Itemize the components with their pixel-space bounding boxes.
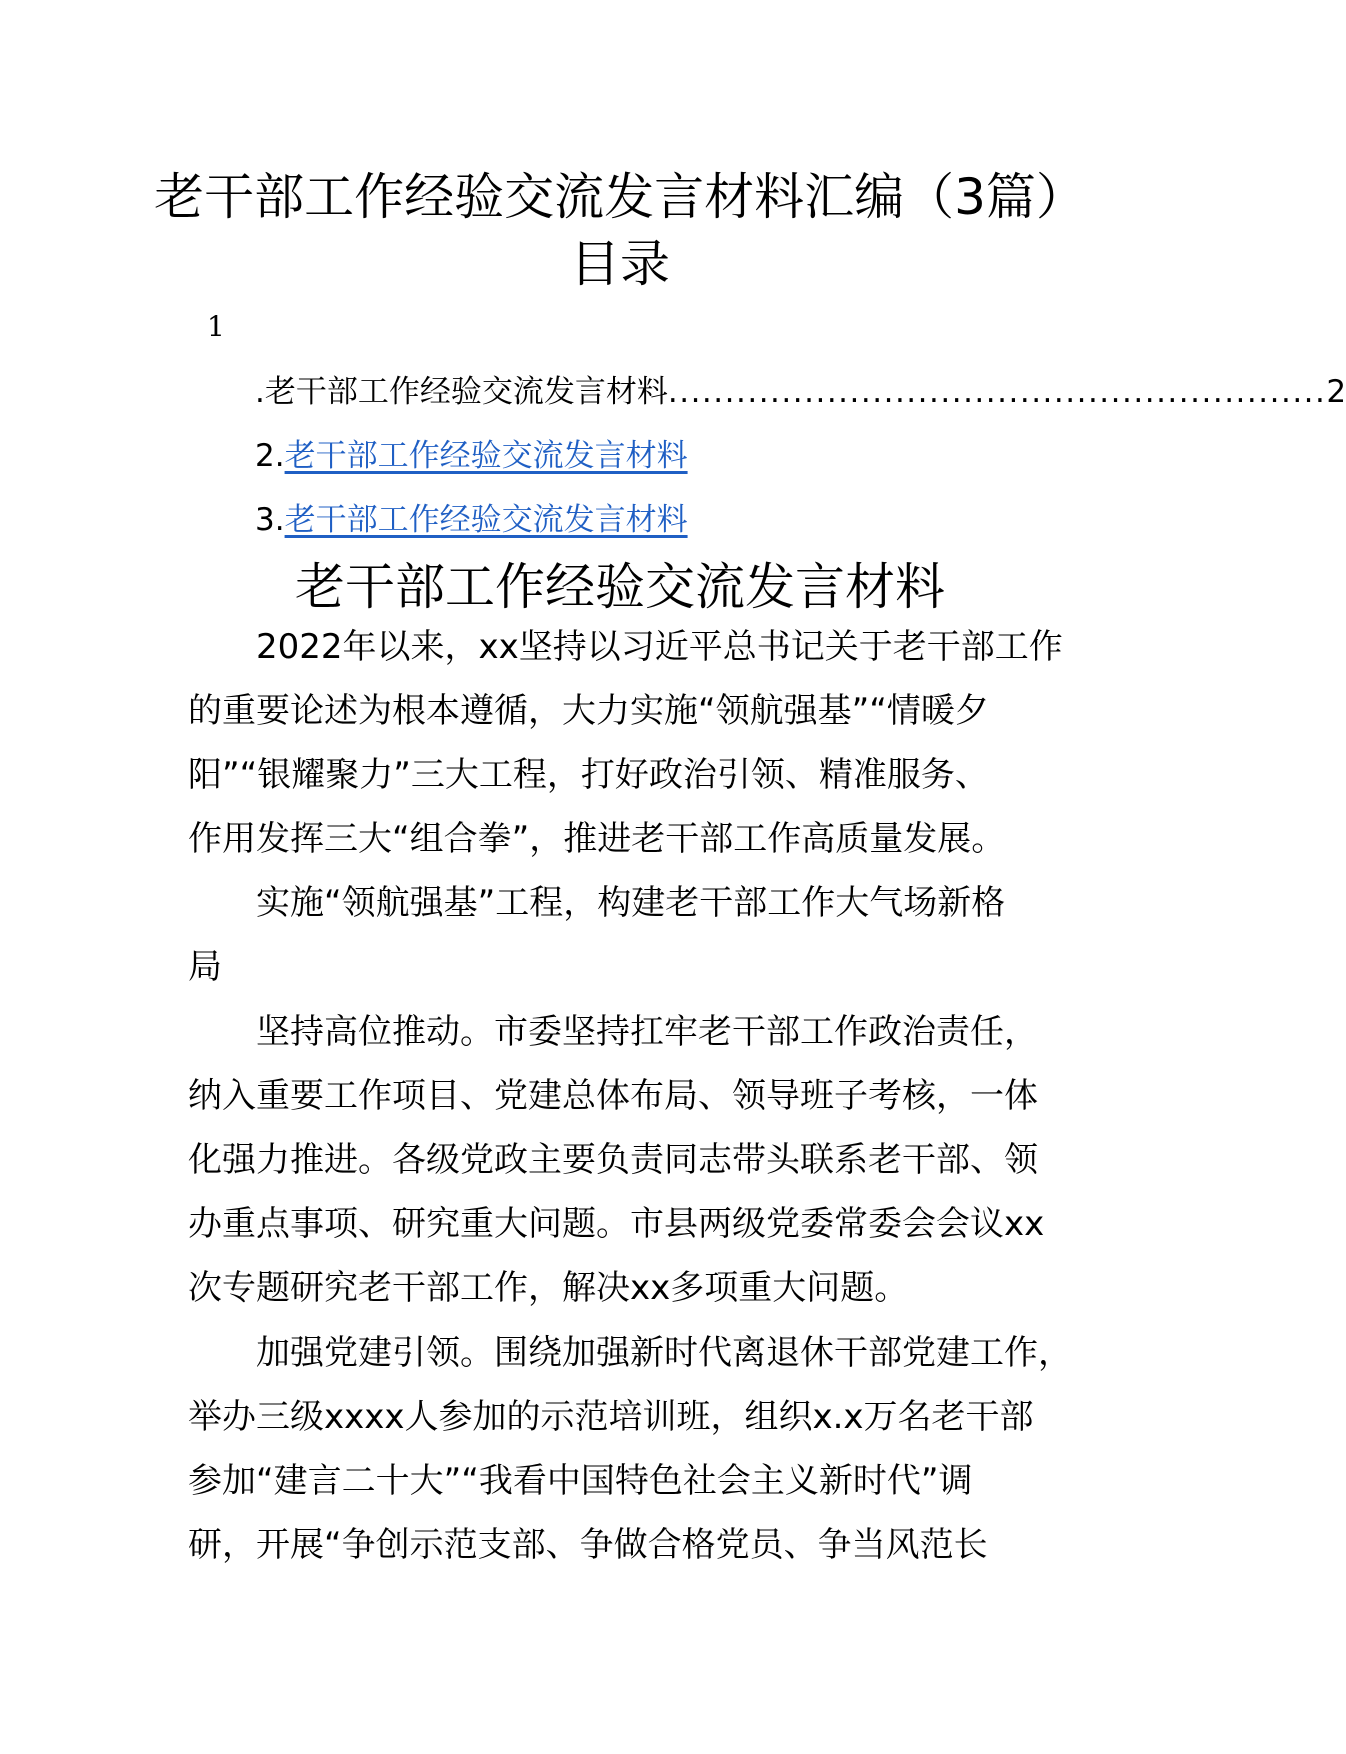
paragraph-line: 作用发挥三大“组合拳”，推进老干部工作高质量发展。 [188, 819, 1006, 859]
toc-entry-3-number: 3. [255, 502, 285, 538]
paragraph-line: 阳”“银耀聚力”三大工程，打好政治引领、精准服务、 [188, 755, 989, 795]
paragraph-2 [188, 1000, 1088, 1320]
paragraph-line: 局 [188, 947, 222, 987]
paragraph-line: 的重要论述为根本遵循，大力实施“领航强基”“情暖夕 [188, 691, 989, 731]
toc-entry-1-leader: .......................................................... [667, 374, 1327, 410]
paragraph-line: 坚持高位推动。市委坚持扛牢老干部工作政治责任， [256, 1012, 1038, 1052]
document-title: 老干部工作经验交流发言材料汇编（3篇） [154, 168, 1086, 226]
toc-entry-2-link[interactable]: 老干部工作经验交流发言材料 [284, 438, 688, 474]
paragraph-line: 实施“领航强基”工程，构建老干部工作大气场新格 [256, 883, 1006, 923]
toc-heading: 目录 [570, 235, 670, 293]
paragraph-line: 办重点事项、研究重大问题。市县两级党委常委会会议xx [188, 1204, 1045, 1244]
paragraph-3 [188, 1321, 1088, 1577]
toc-number-one: 1 [207, 310, 225, 343]
paragraph-line: 参加“建言二十大”“我看中国特色社会主义新时代”调 [188, 1461, 973, 1501]
paragraph-line: 2022年以来，xx坚持以习近平总书记关于老干部工作 [256, 627, 1063, 667]
paragraph-line: 次专题研究老干部工作，解决xx多项重大问题。 [188, 1268, 909, 1308]
toc-entry-2 [255, 433, 688, 479]
toc-entry-2-number: 2. [255, 438, 285, 474]
paragraph-1 [188, 615, 1088, 871]
section-title: 老干部工作经验交流发言材料 [295, 558, 945, 616]
toc-entry-1-page: 2 [1326, 374, 1346, 410]
paragraph-line: 研，开展“争创示范支部、争做合格党员、争当风范长 [188, 1525, 988, 1565]
toc-entry-3 [255, 497, 688, 543]
paragraph-line: 化强力推进。各级党政主要负责同志带头联系老干部、领 [188, 1140, 1038, 1180]
toc-entry-1-label: .老干部工作经验交流发言材料 [255, 374, 668, 410]
toc-entry-1[interactable] [255, 369, 1346, 415]
paragraph-line: 举办三级xxxx人参加的示范培训班，组织x.x万名老干部 [188, 1397, 1034, 1437]
section-heading-paragraph [188, 871, 1088, 999]
paragraph-line: 纳入重要工作项目、党建总体布局、领导班子考核，一体 [188, 1076, 1038, 1116]
paragraph-line: 加强党建引领。围绕加强新时代离退休干部党建工作， [256, 1333, 1072, 1373]
toc-entry-3-link[interactable]: 老干部工作经验交流发言材料 [284, 502, 688, 538]
